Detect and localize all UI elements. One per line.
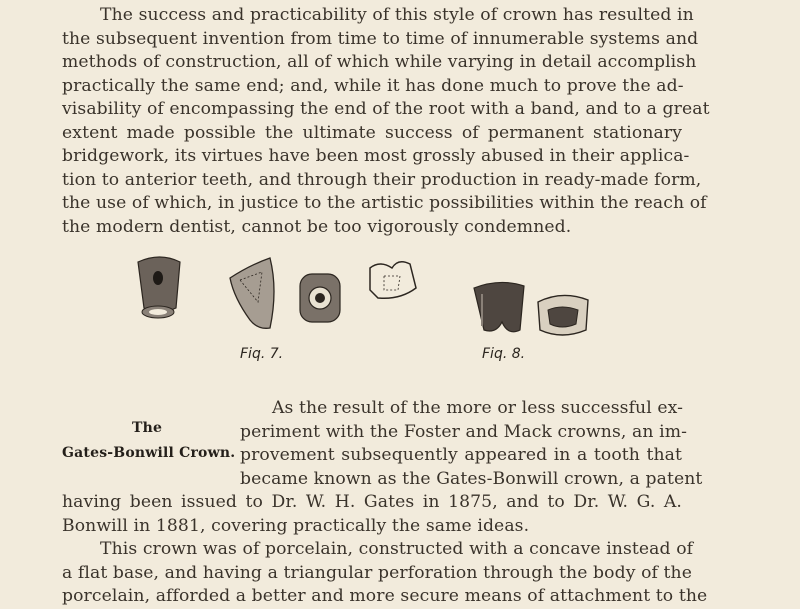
text-line: porcelain, afforded a better and more secure means of attachment to the [62,586,708,606]
margin-heading-line2: Gates-Bonwill Crown. [62,445,236,461]
text-line: visability of encompassing the end of the root with a band, and to a great [62,99,710,119]
body-paragraph-2 [240,397,703,491]
text-line: Bonwill in 1881, covering practically the same ideas. [62,515,530,536]
tooth-illustrations [0,250,800,380]
fig7-tooth-front-icon [138,257,180,318]
body-paragraph-4 [62,538,708,609]
text-line: became known as the Gates-Bonwill crown, a patent [240,468,703,489]
text-line: having been issued to Dr. W. H. Gates in 1875, and to Dr. W. G. A. [62,492,682,512]
fig7-tooth-side-icon [230,258,274,328]
body-paragraph-3 [62,491,682,538]
text-line: the use of which, in justice to the artistic possibilities within the reach of [62,193,707,213]
text-line: extent made possible the ultimate success of permanent stationary [62,122,682,143]
text-line: The success and practicability of this style of crown has resulted in [100,5,694,25]
fig8-tooth-front-icon [474,282,524,331]
text-line: the modern dentist, cannot be too vigorously condemned. [62,216,572,237]
fig8-tooth-hollow-icon [538,295,588,335]
text-line: As the result of the more or less successful ex- [272,398,684,418]
text-line: methods of construction, all of which while varying in detail accomplish [62,52,697,72]
fig7-tooth-base-icon [300,274,340,322]
text-line: tion to anterior teeth, and through their production in ready-made form, [62,169,702,190]
fig7-tooth-outline-icon [370,262,416,299]
fig7-caption: Fiq. 7. [240,346,284,362]
figures-area [0,250,800,380]
text-line: practically the same end; and, while it has done much to prove the ad- [62,75,684,96]
text-line: bridgework, its virtues have been most grossly abused in their applica- [62,146,690,166]
fig8-caption: Fiq. 8. [482,346,526,362]
margin-heading-line1: The [132,420,163,436]
text-line: provement subsequently appeared in a tooth that [240,445,682,465]
text-line: the subsequent invention from time to time of innumerable systems and [62,28,699,49]
text-line: a flat base, and having a triangular perforation through the body of the [62,562,692,583]
text-line: periment with the Foster and Mack crowns, an im- [240,421,687,442]
text-line: This crown was of porcelain, constructed with a concave instead of [100,539,694,559]
body-paragraph-1 [62,4,710,239]
